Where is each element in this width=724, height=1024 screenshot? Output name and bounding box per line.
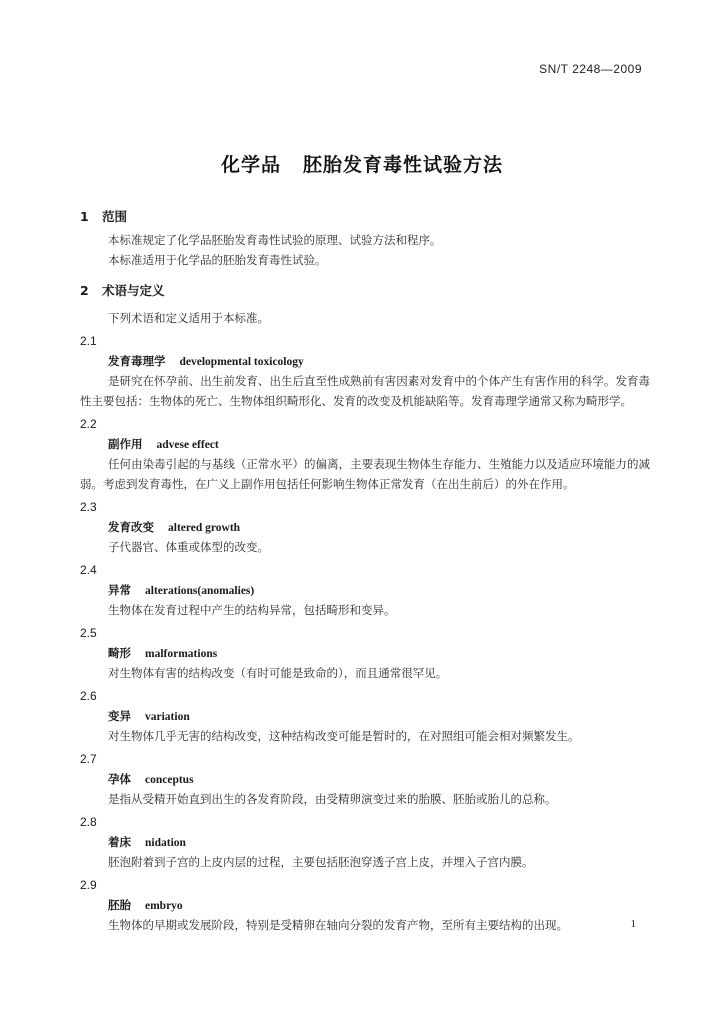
clause-number: 2.1 [80,334,97,348]
term-definition: 生物体的早期或发展阶段，特别是受精卵在轴向分裂的发育产物，至所有主要结构的出现。 [108,918,568,932]
term-2-2 [80,414,650,494]
paragraph: 本标准规定了化学品胚胎发育毒性试验的原理、试验方法和程序。 [108,233,442,247]
term-2-6 [80,686,650,746]
term-heading [80,351,650,371]
term-en: embryo [145,900,183,912]
document-title [0,150,724,177]
term-2-7 [80,749,650,809]
term-definition: 对生物体有害的结构改变（有时可能是致命的），而且通常很罕见。 [108,666,448,680]
term-heading [80,769,650,789]
term-heading [80,580,650,600]
section-number: 1 [80,209,89,224]
term-2-9 [80,875,650,935]
clause-number: 2.8 [80,815,97,829]
page-number: 1 [630,918,636,930]
section-heading-terms [80,278,650,304]
term-heading [80,832,650,852]
term-en: developmental toxicology [179,356,304,368]
term-2-8 [80,812,650,872]
clause-number: 2.9 [80,878,97,892]
term-definition: 是指从受精开始直到出生的各发育阶段，由受精卵演变过来的胎膜、胚胎或胎儿的总称。 [108,792,557,806]
term-en: alterations(anomalies) [145,585,255,597]
term-en: altered growth [168,522,241,534]
document-body [80,200,650,935]
term-definition: 子代器官、体重或体型的改变。 [108,540,269,554]
term-en: malformations [145,648,218,660]
standard-code: SN/T 2248—2009 [539,62,642,76]
term-2-1 [80,331,650,411]
term-definition: 对生物体几乎无害的结构改变，这种结构改变可能是暂时的，在对照组可能会相对频繁发生。 [108,729,580,743]
section-title: 术语与定义 [102,283,165,298]
term-definition: 任何由染毒引起的与基线（正常水平）的偏离，主要表现生物体生存能力、生殖能力以及适应环境能力的减弱。考虑到发育毒性，在广义上副作用包括任何影响生物体正常发育（在出生前后）的外在作用。 [80,457,650,491]
scope-paragraphs [80,230,650,270]
term-heading [80,706,650,726]
title-part2: 胚胎发育毒性试验方法 [303,154,504,176]
term-zh: 畸形 [108,646,131,660]
term-en: conceptus [145,774,194,786]
section-number: 2 [80,283,89,298]
title-part1: 化学品 [220,154,281,176]
term-heading [80,434,650,454]
term-heading [80,643,650,663]
term-en: variation [145,711,190,723]
paragraph: 本标准适用于化学品的胚胎发育毒性试验。 [108,253,327,267]
term-zh: 着床 [108,835,131,849]
section-title: 范围 [102,209,128,224]
term-2-3 [80,497,650,557]
paragraph: 下列术语和定义适用于本标准。 [108,311,269,325]
term-2-5 [80,623,650,683]
term-heading [80,517,650,537]
term-definition: 胚泡附着到子宫的上皮内层的过程，主要包括胚泡穿透子宫上皮，并埋入子宫内膜。 [108,855,534,869]
term-heading [80,895,650,915]
clause-number: 2.7 [80,752,97,766]
term-zh: 变异 [108,709,131,723]
section-heading-scope [80,204,650,230]
term-zh: 胚胎 [108,898,131,912]
clause-number: 2.2 [80,417,97,431]
term-definition: 是研究在怀孕前、出生前发育、出生后直至性成熟前有害因素对发育中的个体产生有害作用的科学。发育毒性主要包括：生物体的死亡、生物体组织畸形化、发育的改变及机能缺陷等。发育毒理学通常又称为畸形学。 [80,374,650,408]
term-en: advese effect [156,439,219,451]
term-zh: 发育改变 [108,520,154,534]
clause-number: 2.5 [80,626,97,640]
term-2-4 [80,560,650,620]
clause-number: 2.3 [80,500,97,514]
term-definition: 生物体在发育过程中产生的结构异常，包括畸形和变异。 [108,603,396,617]
clause-number: 2.4 [80,563,97,577]
term-zh: 异常 [108,583,131,597]
term-en: nidation [145,837,186,849]
term-zh: 发育毒理学 [108,354,166,368]
term-zh: 孕体 [108,772,131,786]
term-zh: 副作用 [108,437,143,451]
clause-number: 2.6 [80,689,97,703]
